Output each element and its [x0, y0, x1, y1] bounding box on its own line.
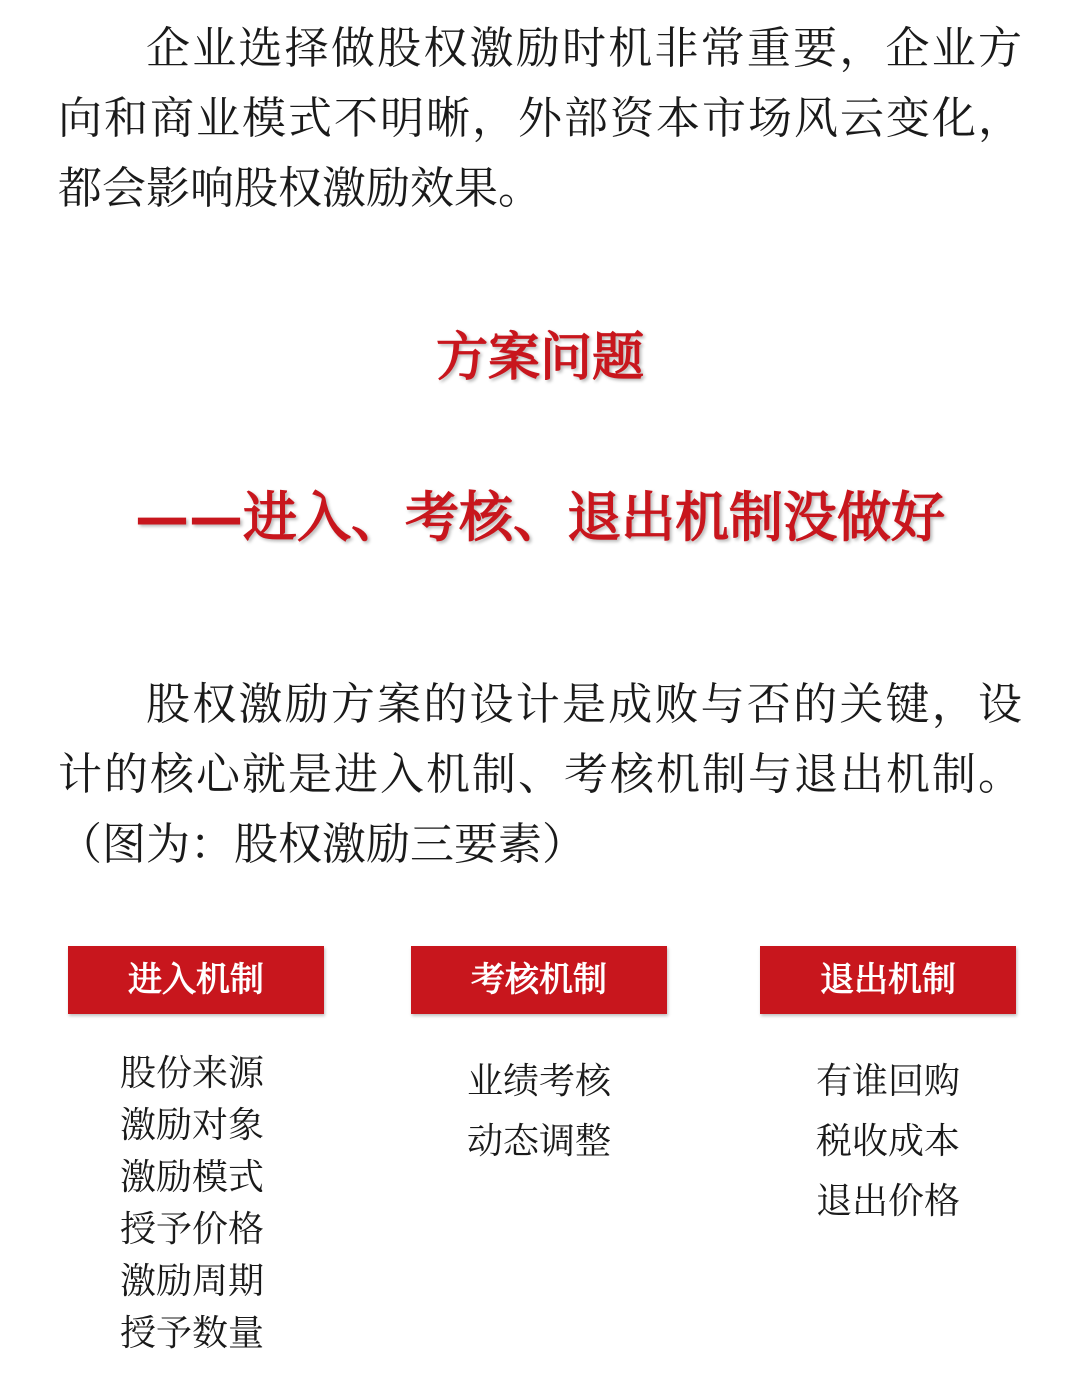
entry-mechanism-column [68, 946, 324, 1360]
list-item: 授予数量 [120, 1313, 265, 1354]
body-paragraph: 股权激励方案的设计是成败与否的关键，设计的核心就是进入机制、考核机制与退出机制。（图为：股权激励三要素） [58, 679, 1022, 870]
intro-paragraph: 企业选择做股权激励时机非常重要，企业方向和商业模式不明晰，外部资本市场风云变化，都会影响股权激励效果。 [58, 23, 1022, 214]
list-item: 业绩考核 [467, 1061, 612, 1102]
list-item: 授予价格 [120, 1209, 265, 1250]
exit-mechanism-column [760, 946, 1016, 1232]
list-item: 退出价格 [816, 1181, 961, 1222]
list-item: 动态调整 [467, 1121, 612, 1162]
exit-mechanism-header: 退出机制 [760, 946, 1016, 1014]
list-item: 激励周期 [120, 1261, 265, 1302]
list-item: 激励模式 [120, 1157, 265, 1198]
list-item: 税收成本 [816, 1121, 961, 1162]
assessment-mechanism-column [411, 946, 667, 1172]
assessment-mechanism-list [411, 1052, 667, 1172]
list-item: 有谁回购 [816, 1061, 961, 1102]
entry-mechanism-list [68, 1048, 324, 1360]
list-item: 股份来源 [120, 1053, 265, 1094]
section-title: 方案问题 [435, 328, 644, 388]
entry-mechanism-header: 进入机制 [68, 946, 324, 1014]
exit-mechanism-list [760, 1052, 1016, 1232]
list-item: 激励对象 [120, 1105, 265, 1146]
assessment-mechanism-header: 考核机制 [411, 946, 667, 1014]
section-subtitle: ——进入、考核、退出机制没做好 [135, 486, 945, 549]
